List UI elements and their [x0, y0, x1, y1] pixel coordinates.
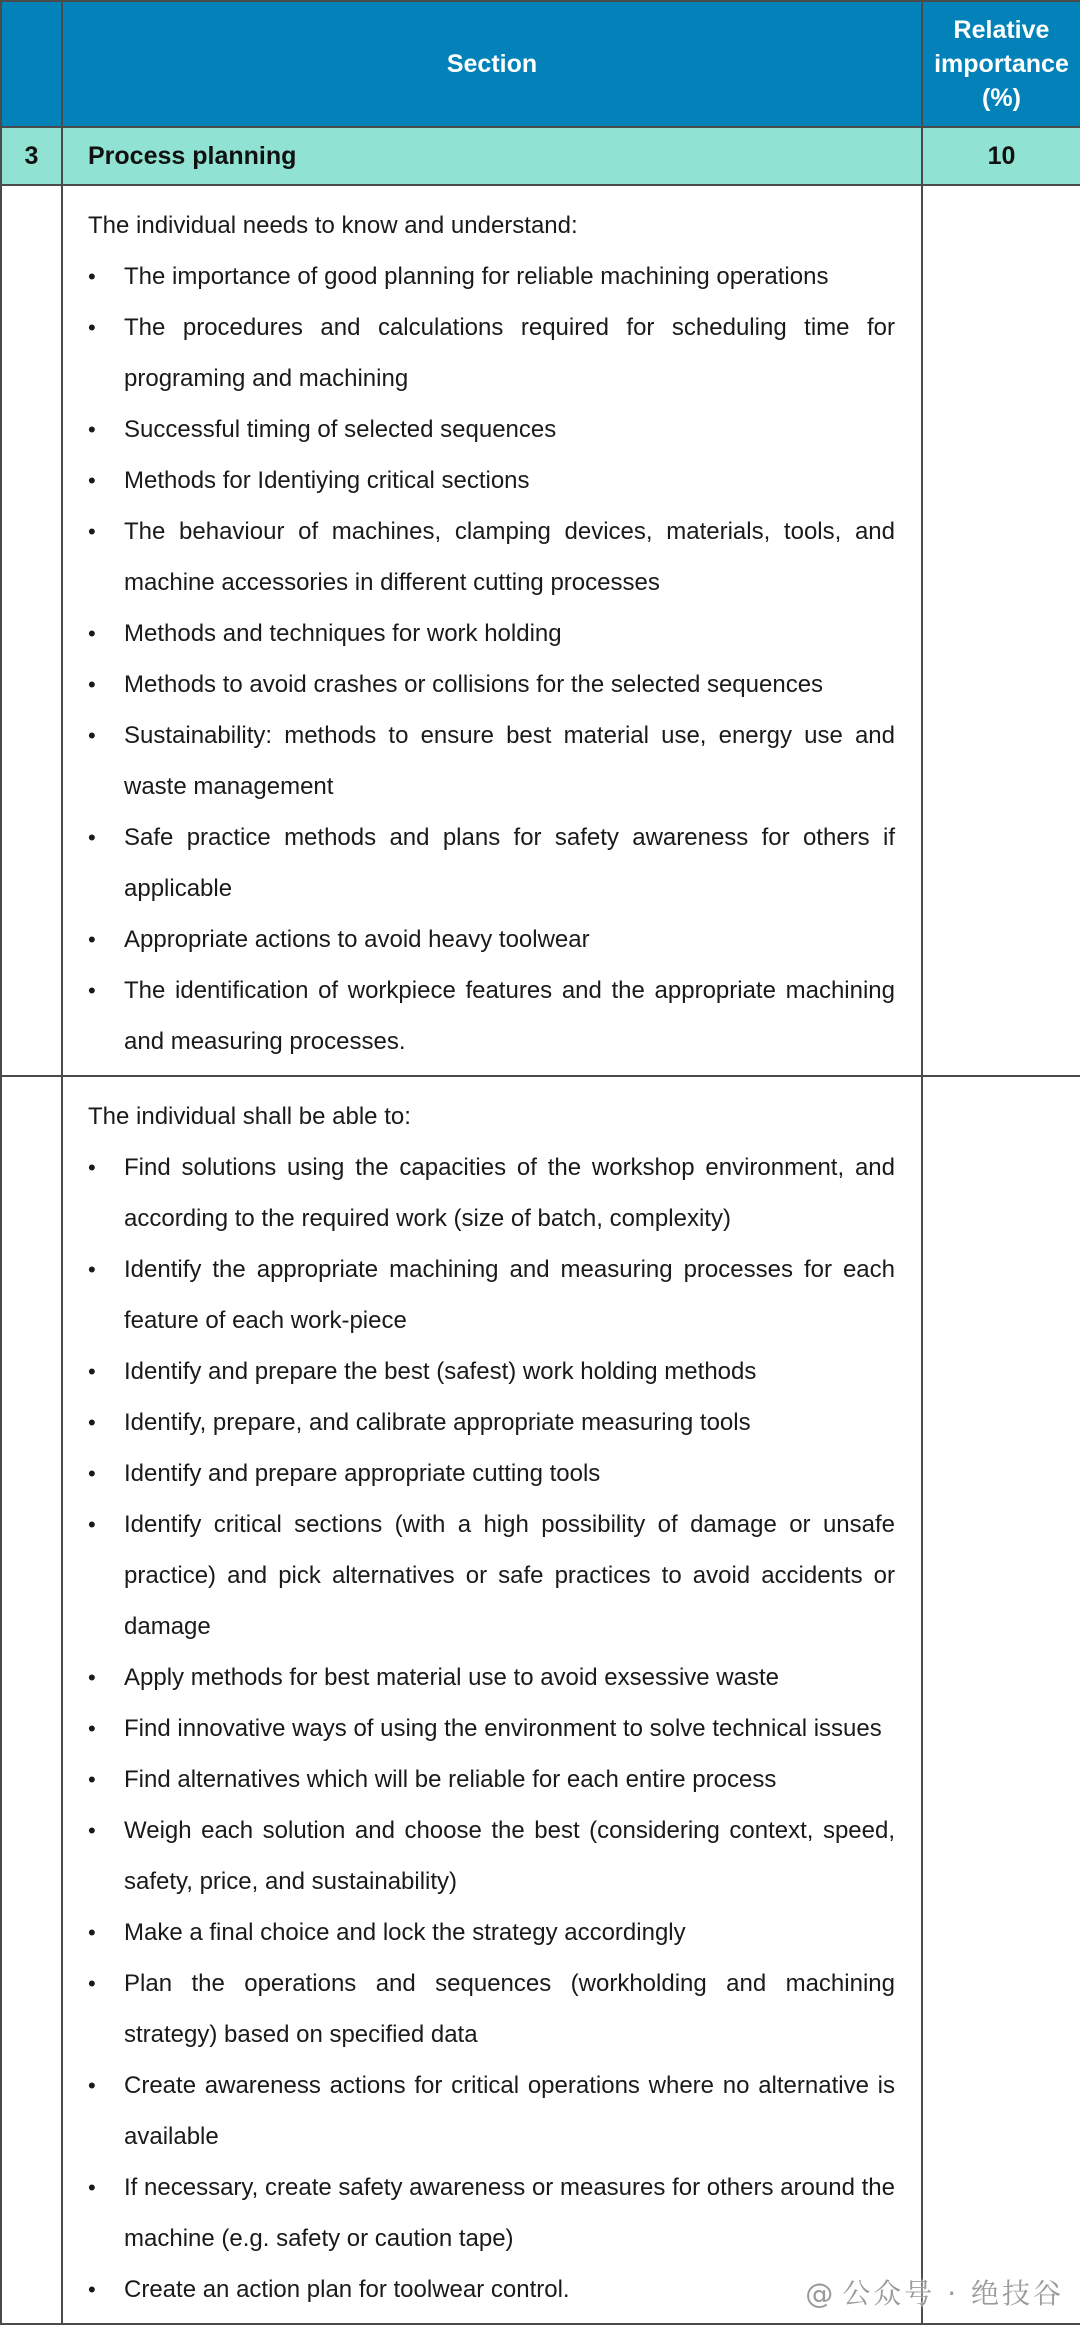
list-item-text: Find alternatives which will be reliable for each entire process [124, 1766, 777, 1793]
list-item-text: Plan the operations and sequences (workholding and machining strategy) based on specified data [124, 1970, 895, 2048]
list-item [88, 1703, 895, 1754]
list-item [88, 455, 895, 506]
list-item-text: Make a final choice and lock the strategy accordingly [124, 1919, 686, 1946]
header-section: Section [62, 1, 922, 127]
knowledge-cell [62, 185, 922, 1076]
list-item-text: Methods for Identiying critical sections [124, 467, 530, 494]
list-item [88, 1346, 895, 1397]
bullet-icon: • [88, 978, 96, 1003]
bullet-icon: • [88, 825, 96, 850]
ability-row [1, 1076, 1080, 2324]
bullet-icon: • [88, 1359, 96, 1384]
bullet-icon: • [88, 927, 96, 952]
list-item-text: Identify the appropriate machining and measuring processes for each feature of each work-piece [124, 1256, 895, 1334]
list-item [88, 608, 895, 659]
bullet-icon: • [88, 1818, 96, 1843]
ability-list [88, 1142, 895, 2315]
list-item [88, 812, 895, 914]
list-item-text: Safe practice methods and plans for safety awareness for others if applicable [124, 824, 895, 902]
list-item [88, 2060, 895, 2162]
list-item-text: Sustainability: methods to ensure best material use, energy use and waste management [124, 722, 895, 800]
list-item-text: The procedures and calculations required for scheduling time for programing and machining [124, 314, 895, 392]
bullet-icon: • [88, 519, 96, 544]
bullet-icon: • [88, 2073, 96, 2098]
list-item [88, 1499, 895, 1652]
list-item-text: Weigh each solution and choose the best (considering context, speed, safety, price, and sustainability) [124, 1817, 895, 1895]
list-item-text: The importance of good planning for reliable machining operations [124, 263, 829, 290]
section-title: Process planning [62, 127, 922, 185]
list-item [88, 914, 895, 965]
section-percent: 10 [922, 127, 1080, 185]
list-item [88, 302, 895, 404]
list-item [88, 965, 895, 1067]
watermark-text: 公众号 · 绝技谷 [842, 2277, 1064, 2310]
list-item [88, 659, 895, 710]
list-item-text: Identify, prepare, and calibrate appropriate measuring tools [124, 1409, 751, 1436]
list-item [88, 404, 895, 455]
bullet-icon: • [88, 1665, 96, 1690]
list-item-text: If necessary, create safety awareness or measures for others around the machine (e.g. safety or caution tape) [124, 2174, 895, 2252]
bullet-icon: • [88, 1461, 96, 1486]
bullet-icon: • [88, 468, 96, 493]
ability-cell [62, 1076, 922, 2324]
bullet-icon: • [88, 1971, 96, 1996]
list-item [88, 1958, 895, 2060]
list-item-text: The identification of workpiece features and the appropriate machining and measuring processes. [124, 977, 895, 1055]
list-item [88, 2162, 895, 2264]
table-header-row [1, 1, 1080, 127]
knowledge-list [88, 251, 895, 1067]
ability-number-cell [1, 1076, 62, 2324]
section-number: 3 [1, 127, 62, 185]
bullet-icon: • [88, 723, 96, 748]
knowledge-number-cell [1, 185, 62, 1076]
list-item [88, 1652, 895, 1703]
list-item-text: Methods and techniques for work holding [124, 620, 562, 647]
ability-intro: The individual shall be able to: [88, 1103, 411, 1130]
knowledge-row [1, 185, 1080, 1076]
bullet-icon: • [88, 1155, 96, 1180]
list-item-text: Find innovative ways of using the environment to solve technical issues [124, 1715, 882, 1742]
bullet-icon: • [88, 1410, 96, 1435]
list-item [88, 1448, 895, 1499]
knowledge-percent-cell [922, 185, 1080, 1076]
list-item-text: Methods to avoid crashes or collisions for the selected sequences [124, 671, 824, 698]
ability-percent-cell [922, 1076, 1080, 2324]
list-item-text: Create awareness actions for critical operations where no alternative is available [124, 2072, 895, 2150]
list-item [88, 1754, 895, 1805]
list-item [88, 710, 895, 812]
bullet-icon: • [88, 1257, 96, 1282]
list-item-text: Find solutions using the capacities of the workshop environment, and according to the required work (size of batch, complexity) [124, 1154, 895, 1232]
bullet-icon: • [88, 1767, 96, 1792]
list-item-text: Successful timing of selected sequences [124, 416, 557, 443]
bullet-icon: • [88, 1512, 96, 1537]
list-item [88, 1805, 895, 1907]
list-item [88, 251, 895, 302]
list-item-text: Identify critical sections (with a high possibility of damage or unsafe practice) and pick alternatives or safe practices to avoid accidents or damage [124, 1511, 895, 1640]
bullet-icon: • [88, 1920, 96, 1945]
bullet-icon: • [88, 2277, 96, 2302]
knowledge-intro: The individual needs to know and understand: [88, 212, 578, 239]
list-item-text: Apply methods for best material use to avoid exsessive waste [124, 1664, 779, 1691]
bullet-icon: • [88, 621, 96, 646]
watermark [805, 2272, 1064, 2312]
bullet-icon: • [88, 1716, 96, 1741]
list-item [88, 1907, 895, 1958]
list-item-text: Appropriate actions to avoid heavy toolwear [124, 926, 590, 953]
bullet-icon: • [88, 2175, 96, 2200]
list-item-text: Identify and prepare appropriate cutting tools [124, 1460, 601, 1487]
bullet-icon: • [88, 417, 96, 442]
list-item [88, 1142, 895, 1244]
list-item-text: The behaviour of machines, clamping devices, materials, tools, and machine accessories in different cutting processes [124, 518, 895, 596]
bullet-icon: • [88, 264, 96, 289]
list-item [88, 1397, 895, 1448]
header-number-cell [1, 1, 62, 127]
list-item-text: Identify and prepare the best (safest) work holding methods [124, 1358, 757, 1385]
list-item [88, 1244, 895, 1346]
bullet-icon: • [88, 672, 96, 697]
section-row [1, 127, 1080, 185]
list-item [88, 506, 895, 608]
bullet-icon: • [88, 315, 96, 340]
header-relative-importance: Relative importance (%) [922, 1, 1080, 127]
list-item [88, 2264, 895, 2315]
list-item-text: Create an action plan for toolwear control. [124, 2276, 570, 2303]
at-icon: @ [805, 2277, 837, 2310]
